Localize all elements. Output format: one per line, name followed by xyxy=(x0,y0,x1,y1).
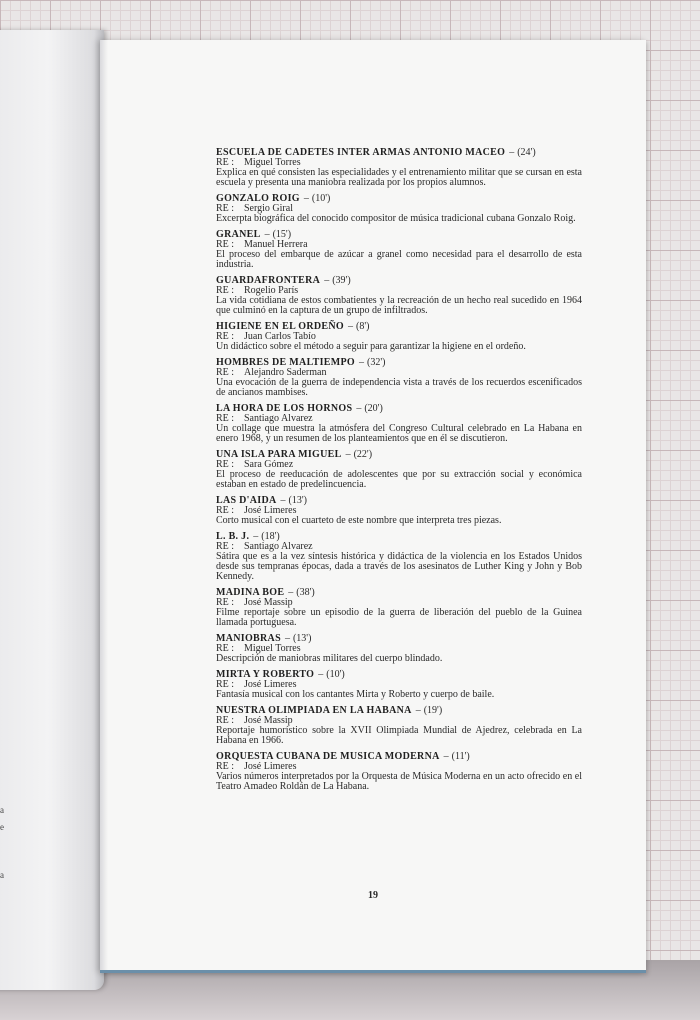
film-description: Descripción de maniobras militares del cuerpo blindado. xyxy=(216,653,443,664)
title-separator: – xyxy=(264,229,270,240)
film-duration: (13') xyxy=(292,633,312,644)
film-title: HIGIENE EN EL ORDEÑO xyxy=(216,321,344,332)
director-name: Alejandro Saderman xyxy=(244,367,327,378)
film-description: Explica en qué consisten las especialidades y el entrenamiento militar que se cursan en esta escuela y presenta una maniobra realizada por los propios alumnos. xyxy=(216,167,582,188)
catalog-entry xyxy=(216,148,582,188)
film-description: La vida cotidiana de estos combatientes y la recreación de un hecho real sucedido en 1964 que culminó en la captura de un grupo de infiltrados. xyxy=(216,295,582,316)
film-description: Una evocación de la guerra de independencia vista a través de los recuerdos escenificados de ancianos mambises. xyxy=(216,377,582,398)
film-duration: (24') xyxy=(517,147,536,158)
film-description: Reportaje humorístico sobre la XVII Olimpiada Mundial de Ajedrez, celebrada en La Habana en 1966. xyxy=(216,725,582,746)
director-name: Sara Gómez xyxy=(244,459,294,470)
catalog-entry xyxy=(216,496,582,526)
film-catalog-list xyxy=(216,148,582,798)
catalog-entry xyxy=(216,450,582,490)
film-title: GONZALO ROIG xyxy=(216,193,300,204)
director-name: Miguel Torres xyxy=(244,643,301,654)
title-separator: – xyxy=(318,669,324,680)
director-name: Juan Carlos Tabío xyxy=(244,331,316,342)
film-duration: (8') xyxy=(355,321,370,332)
film-description: Un didáctico sobre el método a seguir para garantizar la higiene en el ordeño. xyxy=(216,341,526,352)
catalog-entry xyxy=(216,670,582,700)
title-separator: – xyxy=(253,531,259,542)
director-label: RE : xyxy=(216,367,235,378)
director-name: Santiago Alvarez xyxy=(244,541,313,552)
catalog-entry xyxy=(216,706,582,746)
catalog-entry xyxy=(216,588,582,628)
director-name: Santiago Alvarez xyxy=(244,413,313,424)
director-label: RE : xyxy=(216,459,235,470)
director-label: RE : xyxy=(216,203,235,214)
film-title: ESCUELA DE CADETES INTER ARMAS ANTONIO MACEO xyxy=(216,147,506,158)
film-description: Corto musical con el cuarteto de este nombre que interpreta tres piezas. xyxy=(216,515,502,526)
catalog-entry xyxy=(216,194,582,224)
director-name: José Limeres xyxy=(244,761,297,772)
film-duration: (20') xyxy=(364,403,383,414)
film-description: El proceso de reeducación de adolescentes que por su extracción social y económica estaban en estado de predelincuencia. xyxy=(216,469,582,490)
right-page xyxy=(100,40,646,973)
film-description: Fantasía musical con los cantantes Mirta y Roberto y cuerpo de baile. xyxy=(216,689,495,700)
catalog-entry xyxy=(216,404,582,444)
catalog-entry xyxy=(216,358,582,398)
director-name: Miguel Torres xyxy=(244,157,301,168)
film-title: MANIOBRAS xyxy=(216,633,281,644)
director-name: José Limeres xyxy=(244,679,297,690)
title-separator: – xyxy=(288,587,294,598)
film-title: L. B. J. xyxy=(216,531,250,542)
director-label: RE : xyxy=(216,505,235,516)
director-label: RE : xyxy=(216,331,235,342)
catalog-entry xyxy=(216,752,582,792)
film-title: MADINA BOE xyxy=(216,587,285,598)
title-separator: – xyxy=(347,321,353,332)
director-label: RE : xyxy=(216,715,235,726)
film-title: GUARDAFRONTERA xyxy=(216,275,321,286)
film-title: LA HORA DE LOS HORNOS xyxy=(216,403,353,414)
director-label: RE : xyxy=(216,239,235,250)
film-duration: (32') xyxy=(366,357,386,368)
director-label: RE : xyxy=(216,413,235,424)
film-duration: (19') xyxy=(423,705,443,716)
director-label: RE : xyxy=(216,643,235,654)
director-label: RE : xyxy=(216,157,235,168)
catalog-entry xyxy=(216,276,582,316)
film-title: UNA ISLA PARA MIGUEL xyxy=(216,449,342,460)
left-page xyxy=(0,30,104,990)
catalog-entry xyxy=(216,634,582,664)
film-description: Filme reportaje sobre un episodio de la guerra de liberación del pueblo de la Guinea llamada portuguesa. xyxy=(216,607,582,628)
title-separator: – xyxy=(443,751,449,762)
director-label: RE : xyxy=(216,541,235,552)
catalog-entry xyxy=(216,230,582,270)
director-label: RE : xyxy=(216,679,235,690)
film-duration: (10') xyxy=(326,669,345,680)
film-description: Varios números interpretados por la Orquesta de Música Moderna en un acto ofrecido en el Teatro Amadeo Roldán de La Habana. xyxy=(216,771,582,792)
catalog-entry xyxy=(216,322,582,352)
director-label: RE : xyxy=(216,285,235,296)
director-name: Manuel Herrera xyxy=(244,239,308,250)
film-title: NUESTRA OLIMPIADA EN LA HABANA xyxy=(216,705,412,716)
title-separator: – xyxy=(356,403,362,414)
film-duration: (15') xyxy=(272,229,292,240)
title-separator: – xyxy=(415,705,421,716)
director-name: José Limeres xyxy=(244,505,297,516)
left-page-text-fragment: a xyxy=(0,870,4,880)
director-label: RE : xyxy=(216,761,235,772)
title-separator: – xyxy=(324,275,330,286)
film-duration: (10') xyxy=(311,193,331,204)
title-separator: – xyxy=(358,357,364,368)
film-title: MIRTA Y ROBERTO xyxy=(216,669,315,680)
title-separator: – xyxy=(345,449,351,460)
title-separator: – xyxy=(284,633,290,644)
director-name: José Massip xyxy=(244,715,293,726)
film-description: Sátira que es a la vez síntesis histórica y didáctica de la violencia en los Estados Unidos desde sus tempranas épocas, dada a través de los asesinatos de Luther King y John y Bob Kennedy. xyxy=(216,551,582,582)
film-description: El proceso del embarque de azúcar a granel como necesidad para el desarrollo de esta industria. xyxy=(216,249,582,270)
film-title: HOMBRES DE MALTIEMPO xyxy=(216,357,355,368)
film-title: LAS D'AIDA xyxy=(216,495,277,506)
director-name: Rogelio París xyxy=(244,285,299,296)
director-name: Sergio Giral xyxy=(244,203,293,214)
page-edge-shadow xyxy=(100,40,108,970)
film-description: Excerpta biográfica del conocido compositor de música tradicional cubana Gonzalo Roig. xyxy=(216,213,576,224)
left-page-text-fragment: a xyxy=(0,805,4,815)
director-name: José Massip xyxy=(244,597,293,608)
film-duration: (39') xyxy=(332,275,351,286)
director-label: RE : xyxy=(216,597,235,608)
left-page-text-fragment: e xyxy=(0,822,4,832)
title-separator: – xyxy=(280,495,286,506)
film-title: GRANEL xyxy=(216,229,261,240)
title-separator: – xyxy=(303,193,309,204)
film-duration: (22') xyxy=(353,449,373,460)
film-duration: (18') xyxy=(261,531,280,542)
catalog-entry xyxy=(216,532,582,582)
page-number: 19 xyxy=(368,890,378,901)
film-duration: (13') xyxy=(288,495,307,506)
film-duration: (11') xyxy=(451,751,470,762)
film-description: Un collage que muestra la atmósfera del Congreso Cultural celebrado en La Habana en enero 1968, y un resumen de los planteamientos que en él se discutieron. xyxy=(216,423,582,444)
title-separator: – xyxy=(509,147,515,158)
film-title: ORQUESTA CUBANA DE MUSICA MODERNA xyxy=(216,751,440,762)
film-duration: (38') xyxy=(296,587,315,598)
